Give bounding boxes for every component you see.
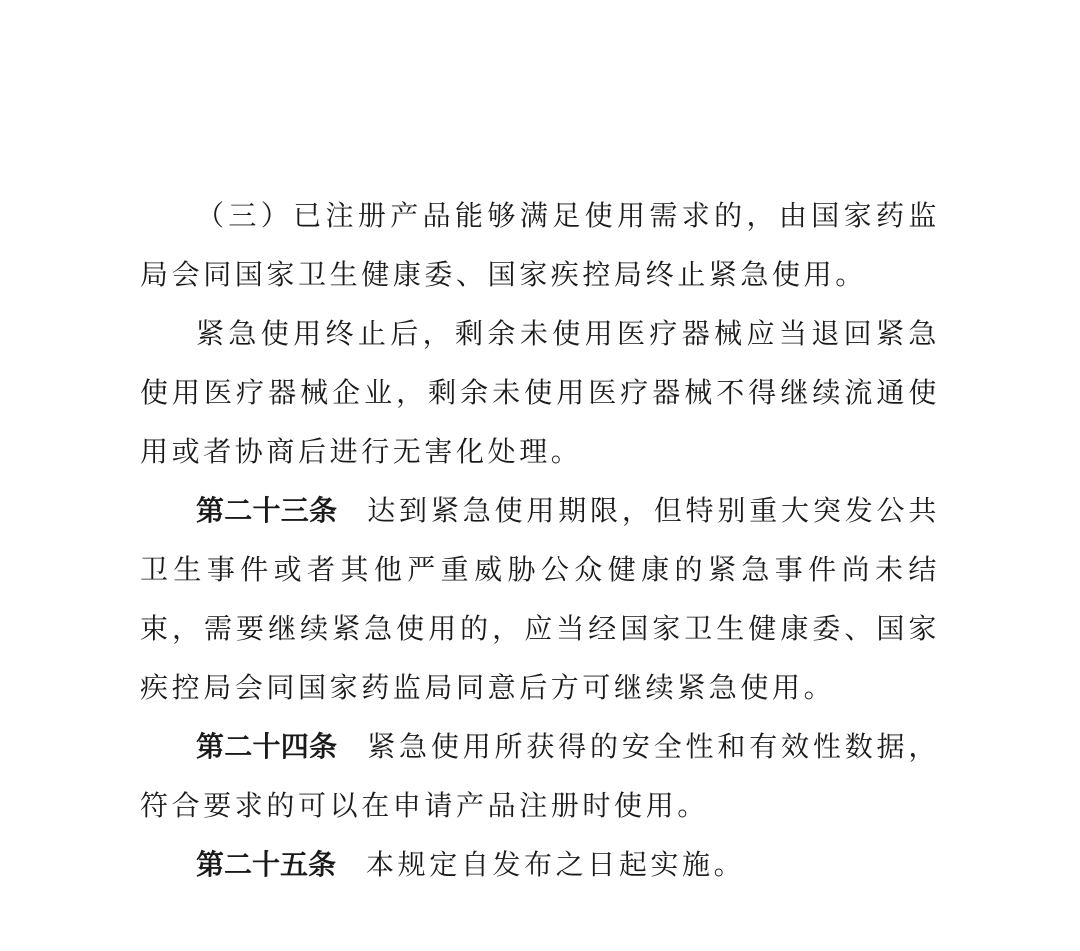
article-text: 本规定自发布之日起实施。: [366, 848, 746, 881]
article-heading: 第二十三条: [196, 494, 338, 527]
article-text: 达到紧急使用期限，但特别重大突发公共卫生事件或者其他严重威胁公众健康的紧急事件尚未结束，需要继续紧急使用的，应当经国家卫生健康委、国家疾控局会同国家药监局同意后方可继续紧急使用。: [140, 494, 940, 704]
article-23: [140, 481, 940, 717]
article-heading: 第二十四条: [196, 730, 338, 763]
paragraph-text: 紧急使用终止后，剩余未使用医疗器械应当退回紧急使用医疗器械企业，剩余未使用医疗器械不得继续流通使用或者协商后进行无害化处理。: [140, 317, 940, 468]
paragraph-termination: [140, 304, 940, 481]
paragraph-text: （三）已注册产品能够满足使用需求的，由国家药监局会同国家卫生健康委、国家疾控局终止紧急使用。: [140, 199, 940, 291]
article-25: [140, 835, 940, 894]
article-24: [140, 717, 940, 835]
document-body: [140, 186, 940, 894]
article-text: 紧急使用所获得的安全性和有效性数据，符合要求的可以在申请产品注册时使用。: [140, 730, 940, 822]
paragraph-item-3: [140, 186, 940, 304]
article-heading: 第二十五条: [196, 848, 337, 881]
